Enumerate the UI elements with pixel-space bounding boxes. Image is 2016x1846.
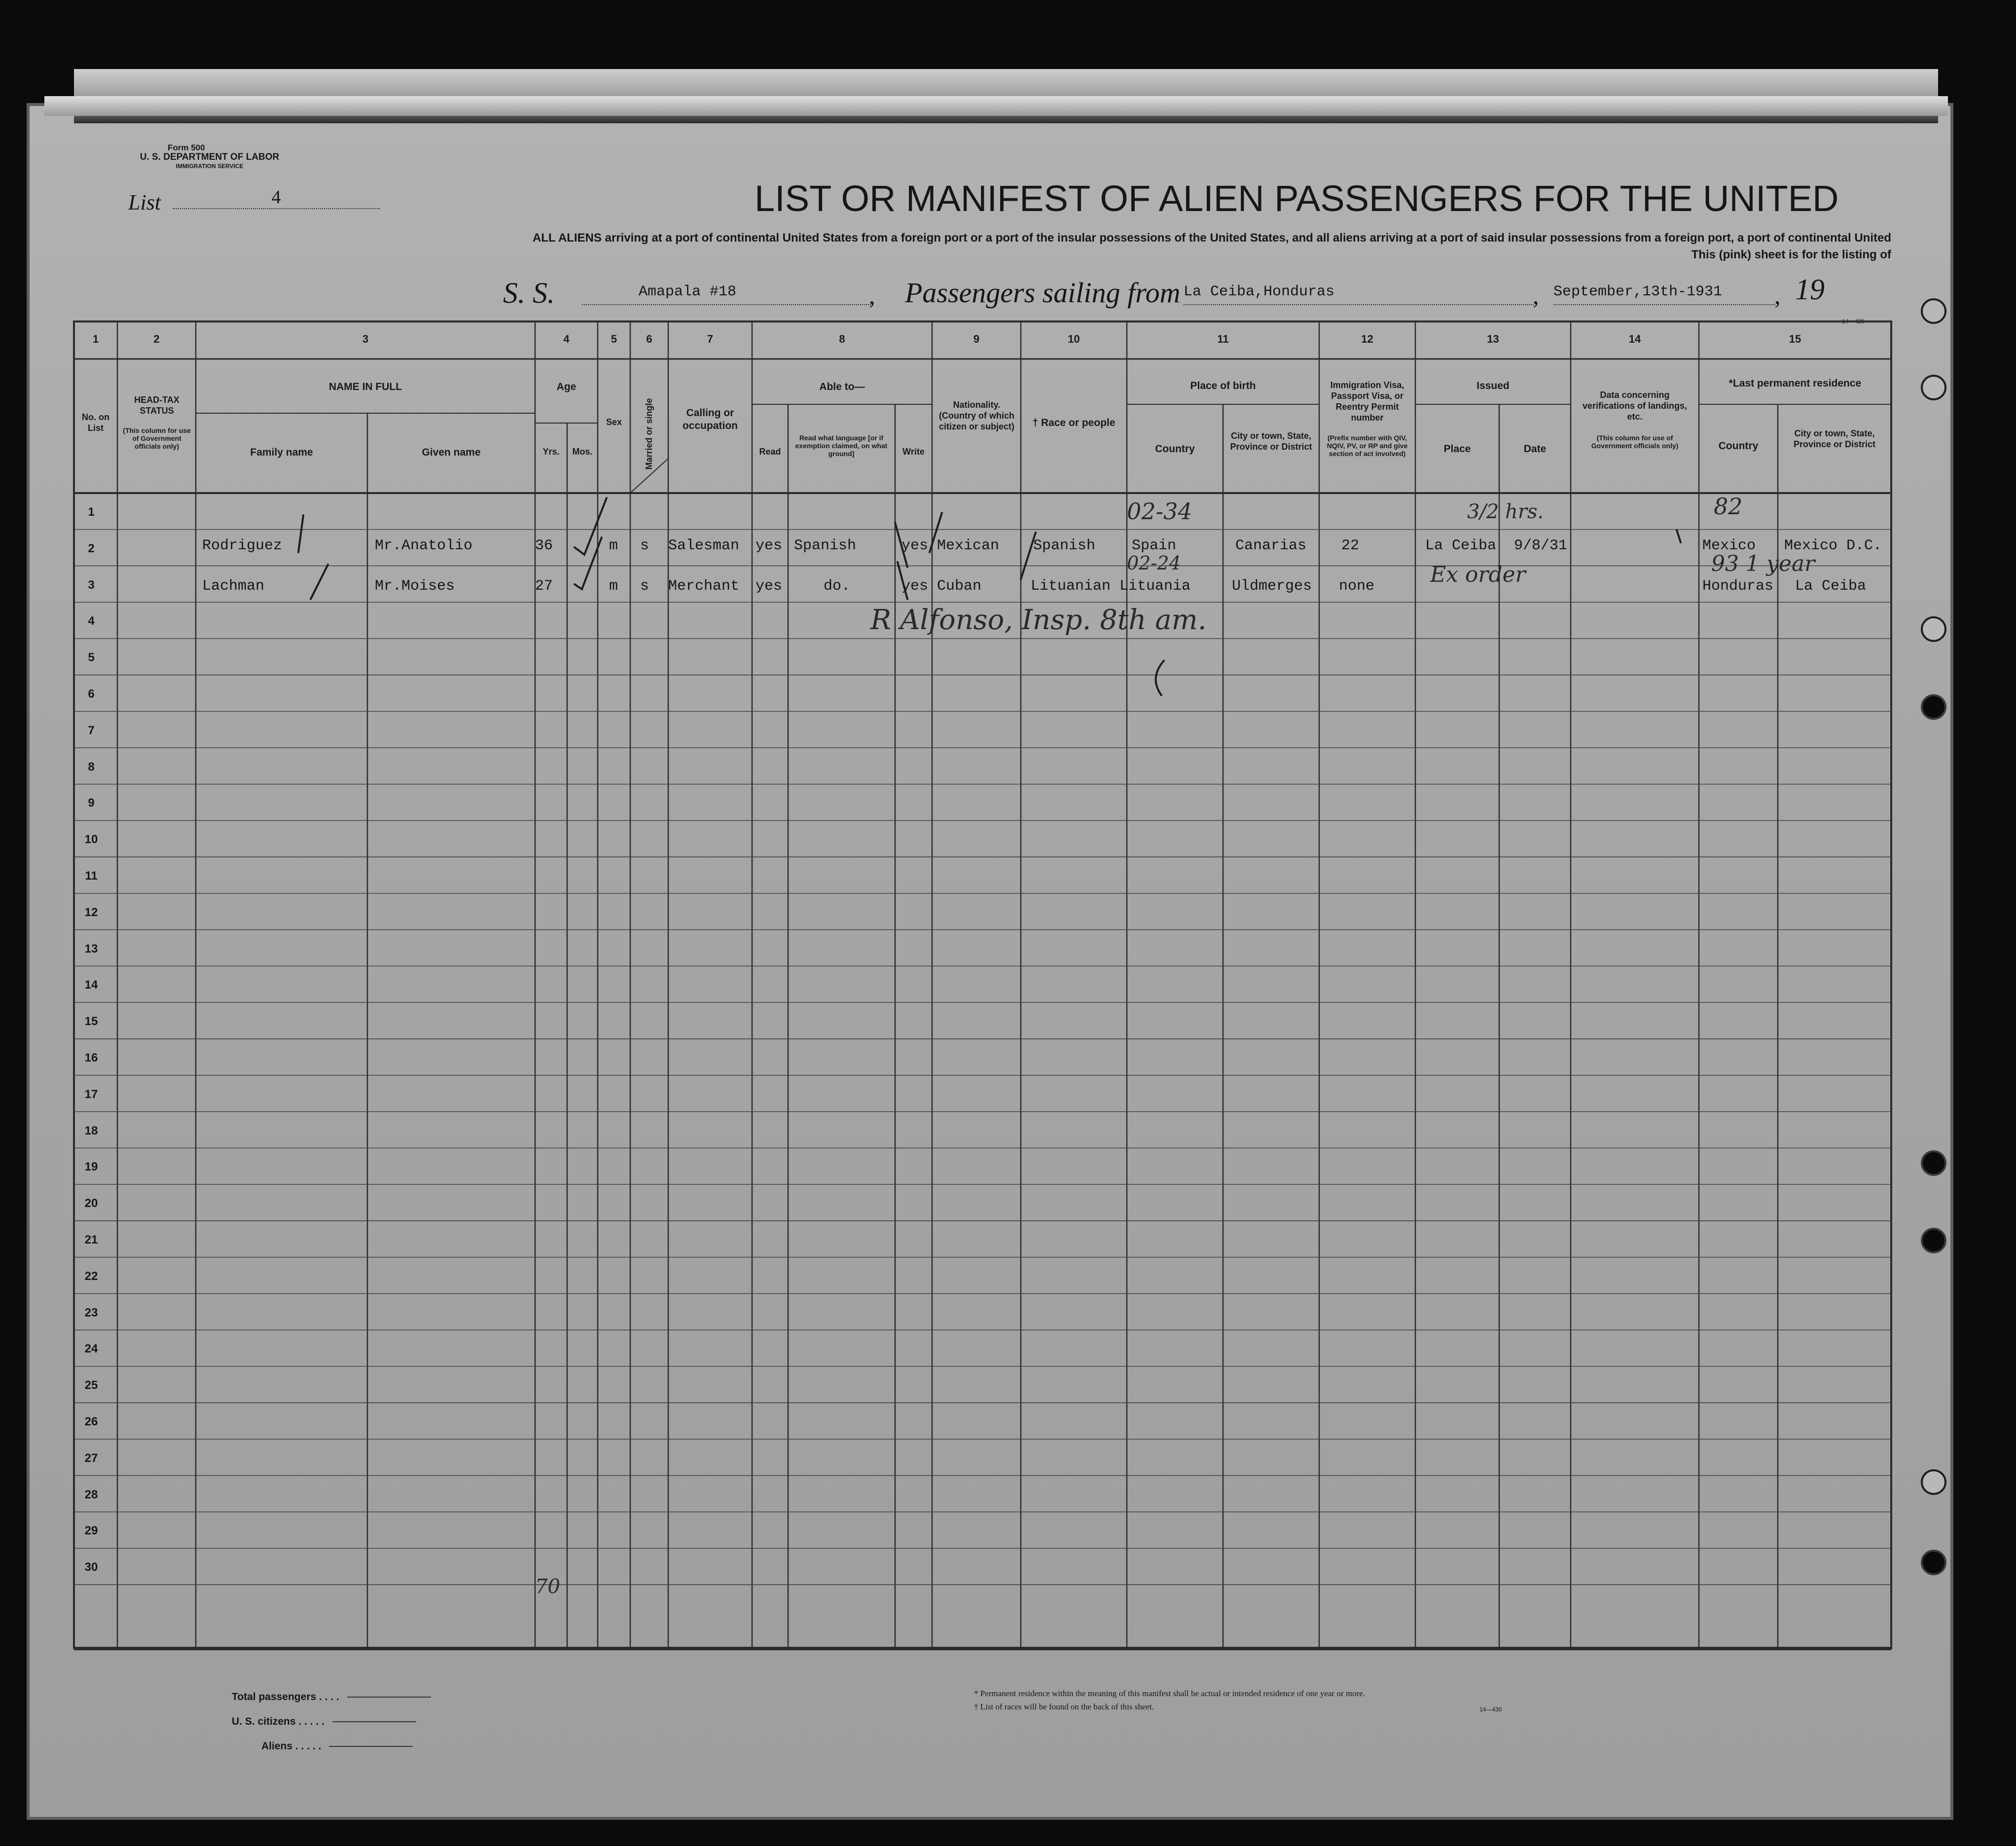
aliens: Aliens . . . . .	[261, 1740, 413, 1752]
row-number: 17	[84, 1087, 98, 1101]
row1-status: s	[640, 537, 649, 554]
row-number: 16	[84, 1051, 98, 1065]
row1-language: Spanish	[794, 537, 857, 554]
check-mark	[930, 513, 942, 552]
binder-hole	[1921, 1150, 1946, 1176]
binder-hole	[1921, 694, 1946, 720]
row-number: 18	[84, 1124, 98, 1137]
binder-hole	[1921, 375, 1946, 400]
row1-res-country: Mexico	[1702, 537, 1756, 554]
row1-read: yes	[756, 537, 783, 554]
row-number: 29	[84, 1524, 98, 1538]
row-number: 30	[84, 1561, 98, 1574]
citizens-line	[332, 1721, 416, 1722]
header-issued: Issued	[1476, 380, 1510, 391]
department: U. S. DEPARTMENT OF LABOR	[140, 152, 280, 162]
header-family-name: Family name	[250, 447, 313, 458]
column-number: 15	[1789, 333, 1801, 345]
header-head-tax-note: (This column for use of Government officials only)	[123, 426, 191, 450]
ship-name: Amapala #18	[639, 284, 737, 300]
row-number: 5	[88, 651, 95, 665]
ss-label: S. S.	[503, 277, 555, 309]
row-number: 25	[84, 1379, 98, 1392]
column-number: 4	[563, 333, 570, 345]
row-number: 20	[84, 1197, 98, 1210]
row2-occupation: Merchant	[668, 578, 740, 595]
binder-hole	[1921, 1550, 1946, 1575]
row-number: 10	[84, 833, 98, 847]
header-visa-note: (Prefix number with QIV, NQIV, PV, or RP and give section of act involved)	[1327, 434, 1408, 458]
row2-race: Lituanian	[1031, 578, 1111, 595]
column-number: 2	[153, 333, 160, 345]
row-number: 19	[84, 1160, 98, 1174]
check-mark	[1677, 530, 1681, 542]
header-verification-note: (This column for use of Government officials only)	[1591, 434, 1679, 450]
row1-family-name: Rodriguez	[202, 537, 283, 554]
column-number: 14	[1628, 333, 1641, 345]
handwritten-residence-note: 82	[1714, 493, 1743, 520]
row-number: 2	[88, 541, 95, 555]
row-number: 26	[84, 1415, 98, 1428]
row2-status: s	[640, 578, 649, 595]
handwritten-code-row1: 02-34	[1127, 498, 1192, 525]
sailing-date: September,13th-1931	[1553, 284, 1723, 300]
page-title: LIST OR MANIFEST OF ALIEN PASSENGERS FOR THE UNITED	[755, 178, 1839, 219]
row1-birth-city: Canarias	[1235, 537, 1307, 554]
inspector-signature: R Alfonso, Insp. 8th am.	[870, 604, 1207, 636]
footer-code: 14—430	[1479, 1706, 1502, 1713]
row-number: 24	[84, 1342, 98, 1356]
header-res-city: City or town, State, Province or District	[1793, 428, 1876, 449]
header-given-name: Given name	[422, 447, 481, 458]
row1-race: Spanish	[1033, 537, 1096, 554]
row-number: 28	[84, 1488, 98, 1501]
row1-birth-country: Spain	[1132, 537, 1177, 554]
binder-hole	[1921, 298, 1946, 324]
handwritten-issued-note: Ex order	[1430, 562, 1526, 587]
total-label: Total passengers	[232, 1691, 317, 1703]
row-number: 8	[88, 760, 95, 774]
column-number: 7	[707, 333, 714, 345]
row-number: 14	[84, 978, 98, 992]
aliens-label: Aliens	[261, 1740, 293, 1752]
row-number: 22	[84, 1269, 98, 1283]
column-number: 12	[1361, 333, 1373, 345]
column-number: 10	[1068, 333, 1080, 345]
list-label: List	[128, 190, 161, 214]
check-mark	[895, 523, 907, 567]
header-read-language: Read what language [or if exemption claimed, on what ground]	[795, 434, 888, 458]
row1-given-name: Mr.Anatolio	[375, 537, 473, 554]
row1-occupation: Salesman	[668, 537, 740, 554]
row1-age: 36	[535, 537, 553, 554]
column-number: 8	[839, 333, 845, 345]
header-nationality: Nationality. (Country of which citizen or subject)	[938, 400, 1015, 431]
row-number: 4	[88, 614, 95, 628]
row-number: 27	[84, 1451, 98, 1465]
row-number: 11	[85, 869, 98, 883]
comma: ,	[1533, 282, 1539, 309]
year-label: 19	[1795, 273, 1825, 306]
check-mark	[1156, 661, 1164, 695]
row2-read: yes	[756, 578, 783, 595]
row-number: 13	[84, 942, 98, 956]
row-number: 9	[88, 796, 95, 810]
header-no-on-list: No. on List	[82, 412, 109, 433]
column-number: 1	[92, 333, 99, 345]
total-passengers: Total passengers . . . .	[232, 1691, 431, 1703]
binder-hole	[1921, 1469, 1946, 1495]
footnote-residence: * Permanent residence within the meaning of this manifest shall be actual or intended residence of one year or more.	[974, 1689, 1366, 1698]
header-issued-date: Date	[1523, 443, 1547, 455]
header-visa: Immigration Visa, Passport Visa, or Reentry Permit number	[1330, 380, 1404, 423]
us-citizens: U. S. citizens . . . . .	[232, 1716, 416, 1728]
header-name-in-full: NAME IN FULL	[328, 381, 402, 392]
row1-res-city: Mexico D.C.	[1784, 537, 1882, 554]
binder-hole	[1921, 616, 1946, 642]
comma: ,	[1774, 282, 1781, 309]
column-number: 3	[362, 333, 369, 345]
binder-hole	[1921, 1228, 1946, 1253]
column-number: 13	[1487, 333, 1499, 345]
row2-birth-city: Uldmerges	[1232, 578, 1312, 595]
header-sex: Sex	[606, 417, 622, 427]
port-name: La Ceiba,Honduras	[1184, 284, 1335, 300]
check-mark	[575, 498, 607, 555]
row-number: 6	[88, 687, 95, 701]
header-issued-place: Place	[1443, 443, 1471, 455]
subtitle-line: ALL ALIENS arriving at a port of continental United States from a foreign port or a port of the insular possessions of the United States, and all aliens arriving at a port of said insular possessions from a foreign port, a port of continental United	[532, 231, 1891, 245]
check-mark	[898, 562, 907, 599]
row2-visa: none	[1339, 578, 1375, 595]
row-number: 1	[88, 505, 95, 519]
aliens-line	[329, 1746, 413, 1747]
row2-res-city: La Ceiba	[1795, 578, 1867, 595]
row2-write: yes	[901, 578, 929, 595]
subtitle-line: This (pink) sheet is for the listing of	[1691, 248, 1891, 261]
handwritten-issued-note: 3/2 hrs.	[1467, 500, 1544, 523]
row2-birth-country: Lituania	[1119, 578, 1191, 595]
header-write: Write	[902, 447, 925, 457]
row-number: 15	[84, 1015, 98, 1029]
sailing-label: Passengers sailing from	[905, 277, 1181, 309]
column-number: 6	[646, 333, 652, 345]
form-number: Form 500	[168, 143, 205, 152]
row2-res-country: Honduras	[1702, 578, 1774, 595]
comma: ,	[869, 282, 875, 309]
header-birth-city: City or town, State, Province or District	[1230, 431, 1312, 452]
header-mos: Mos.	[572, 447, 593, 457]
row1-issued-date: 9/8/31	[1514, 537, 1568, 554]
check-mark	[1021, 532, 1036, 579]
handwritten-residence-note: 93 1 year	[1711, 551, 1815, 576]
header-place-of-birth: Place of birth	[1190, 380, 1256, 391]
row-number: 23	[84, 1306, 98, 1319]
header-married: Married or single	[644, 398, 654, 470]
total-line	[347, 1697, 431, 1698]
row-number: 7	[88, 723, 95, 737]
row2-given-name: Mr.Moises	[375, 578, 455, 595]
row1-visa: 22	[1341, 537, 1360, 554]
header-verification: Data concerning verifications of landings, etc.	[1582, 390, 1688, 422]
check-mark	[298, 515, 303, 552]
header-calling: Calling or occupation	[682, 407, 738, 431]
row2-language: do.	[824, 578, 851, 595]
row2-age: 27	[535, 578, 553, 595]
row2-sex: m	[609, 578, 618, 595]
row1-nationality: Mexican	[937, 537, 1000, 554]
header-race: † Race or people	[1032, 417, 1116, 428]
header-last-residence: *Last permanent residence	[1728, 378, 1862, 389]
list-number: 4	[173, 186, 380, 209]
row-number: 3	[88, 578, 95, 592]
citizens-label: U. S. citizens	[232, 1716, 296, 1727]
check-mark	[311, 565, 328, 599]
header-able-to: Able to—	[819, 381, 865, 392]
form-code: 14—430	[1842, 318, 1865, 325]
column-number: 5	[611, 333, 617, 345]
row2-family-name: Lachman	[202, 578, 265, 595]
header-birth-country: Country	[1155, 443, 1195, 455]
header-res-country: Country	[1718, 440, 1759, 452]
header-age: Age	[556, 381, 576, 392]
column-number: 9	[973, 333, 980, 345]
header-read: Read	[759, 447, 781, 457]
column-number: 11	[1217, 333, 1229, 345]
header-yrs: Yrs.	[542, 447, 560, 457]
footnote-races: † List of races will be found on the back of this sheet.	[974, 1702, 1154, 1711]
row1-issued-place: La Ceiba	[1425, 537, 1497, 554]
row-number: 12	[84, 905, 98, 919]
row-number: 21	[84, 1233, 98, 1246]
handwritten-code-row2: 02-24	[1127, 552, 1181, 574]
service: IMMIGRATION SERVICE	[176, 163, 244, 170]
margin-mark: 70	[535, 1575, 560, 1598]
row2-nationality: Cuban	[937, 578, 982, 595]
row1-write: yes	[901, 537, 929, 554]
header-head-tax: HEAD-TAX STATUS	[134, 395, 180, 416]
row1-sex: m	[609, 537, 618, 554]
